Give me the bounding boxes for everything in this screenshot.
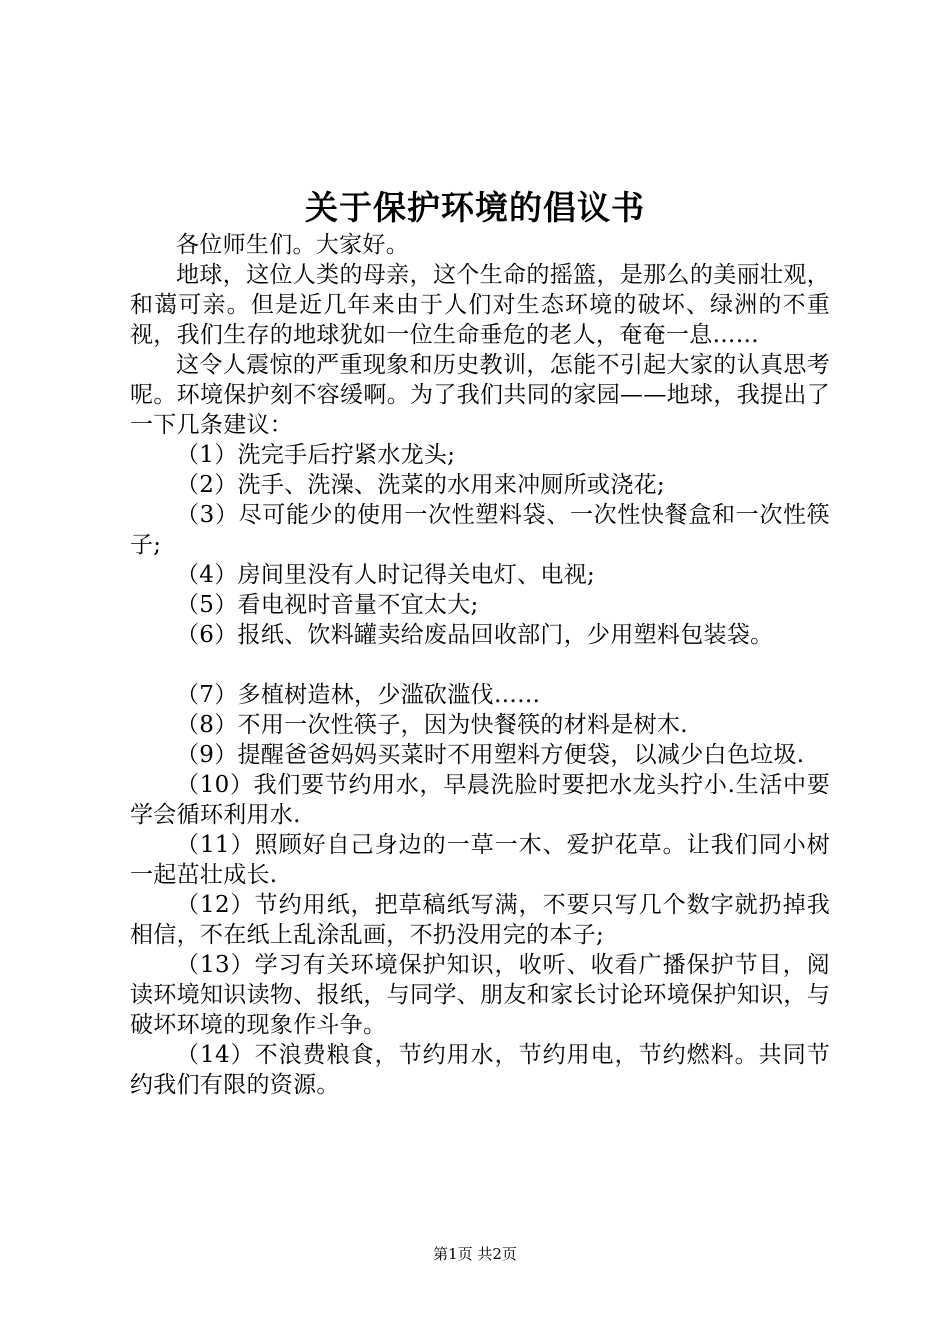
- list-item: （11）照顾好自己身边的一草一木、爱护花草。让我们同小树一起茁壮成长.: [130, 832, 830, 888]
- page-footer: 第1页 共2页: [433, 1245, 517, 1263]
- list-item: （2）洗手、洗澡、洗菜的水用来冲厕所或浇花;: [176, 472, 665, 498]
- list-item: （12）节约用纸，把草稿纸写满，不要只写几个数字就扔掉我相信，不在纸上乱涂乱画，不扔没用完的本子;: [130, 892, 830, 948]
- list-item: （6）报纸、饮料罐卖给废品回收部门，少用塑料包装袋。: [176, 622, 774, 648]
- blank-line: [130, 650, 830, 680]
- greeting: 各位师生们。大家好。: [176, 232, 409, 258]
- paragraph: 这令人震惊的严重现象和历史教训，怎能不引起大家的认真思考呢。环境保护刻不容缓啊。为了我们共同的家园——地球，我提出了一下几条建议：: [130, 352, 830, 438]
- document-body: [130, 230, 830, 1100]
- list-item: （5）看电视时音量不宜太大;: [176, 592, 479, 618]
- list-item: （3）尽可能少的使用一次性塑料袋、一次性快餐盒和一次性筷子;: [130, 502, 830, 558]
- list-item: （7）多植树造林，少滥砍滥伐……: [176, 682, 541, 708]
- list-item: （14）不浪费粮食，节约用水，节约用电，节约燃料。共同节约我们有限的资源。: [130, 1042, 830, 1098]
- list-item: （13）学习有关环境保护知识，收听、收看广播保护节目，阅读环境知识读物、报纸，与同学、朋友和家长讨论环境保护知识，与破坏环境的现象作斗争。: [130, 952, 830, 1038]
- paragraph: 地球，这位人类的母亲，这个生命的摇篮，是那么的美丽壮观，和蔼可亲。但是近几年来由于人们对生态环境的破坏、绿洲的不重视，我们生存的地球犹如一位生命垂危的老人，奄奄一息……: [130, 262, 830, 348]
- document-title: 关于保护环境的倡议书: [305, 188, 645, 227]
- list-item: （10）我们要节约用水，早晨洗脸时要把水龙头拧小.生活中要学会循环利用水.: [130, 772, 830, 828]
- list-item: （4）房间里没有人时记得关电灯、电视;: [176, 562, 596, 588]
- list-item: （1）洗完手后拧紧水龙头;: [176, 442, 456, 468]
- list-item: （8）不用一次性筷子，因为快餐筷的材料是树木.: [176, 712, 688, 738]
- list-item: （9）提醒爸爸妈妈买菜时不用塑料方便袋，以减少白色垃圾.: [176, 742, 805, 768]
